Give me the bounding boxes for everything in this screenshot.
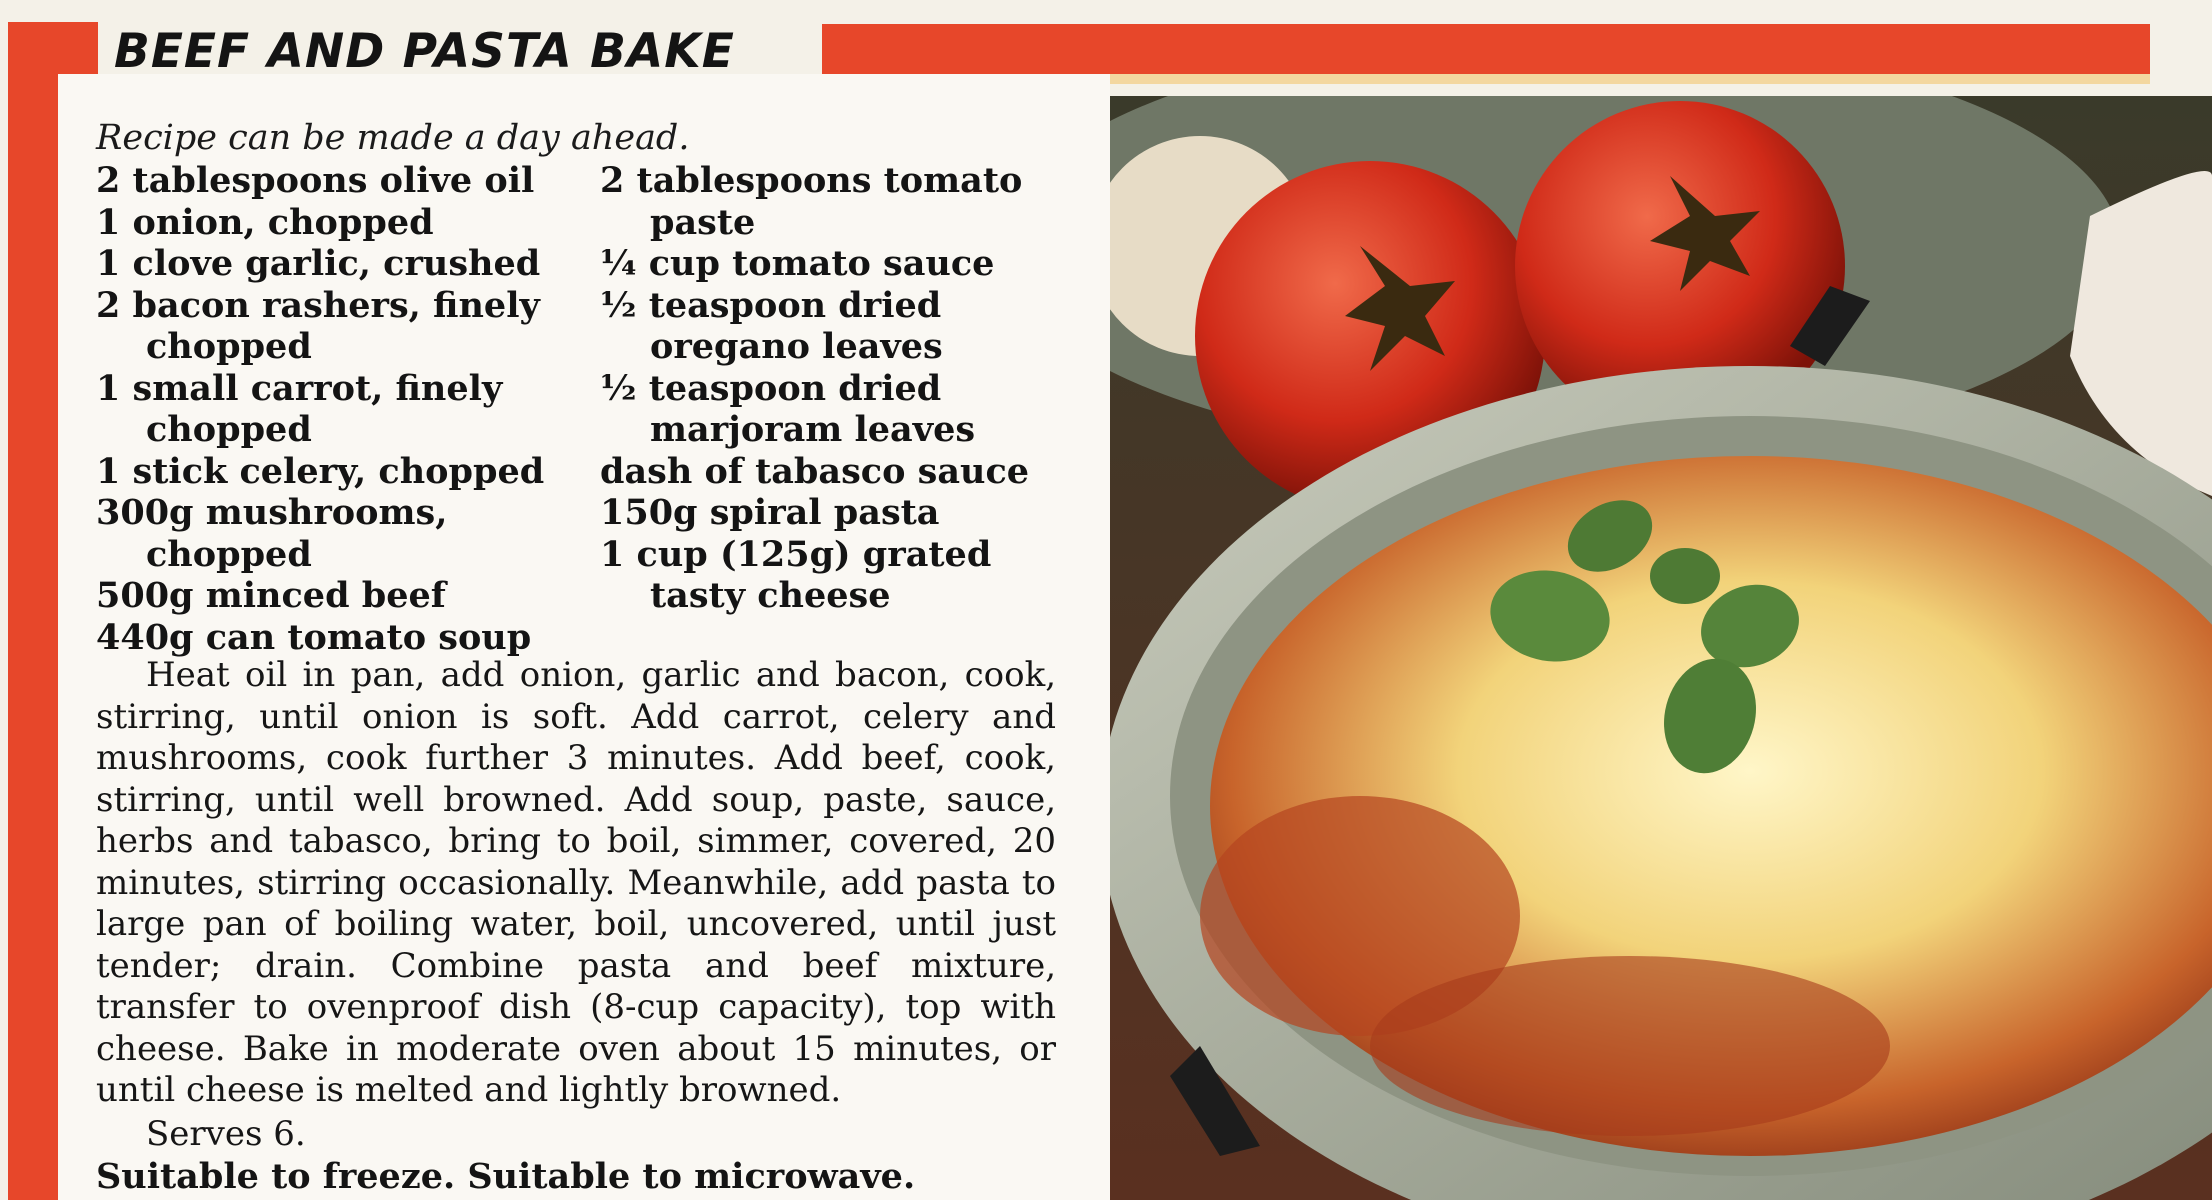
method-paragraph: Heat oil in pan, add onion, garlic and bacon, cook, stirring, until onion is soft. Add carrot, celery and mushrooms, cook further 3 minutes. Add beef, cook, stirring, until well browned. Add soup, paste, sauce, herbs and tabasco, bring to boil, simmer, covered, 20 minutes, stirring occasionally. Meanwhile, add pasta to large pan of boiling water, boil, uncovered, until just tender; drain. Combine pasta and beef mixture, transfer to ovenproof dish (8-cup capacity), top with cheese. Bake in moderate oven about 15 minutes, or until cheese is melted and lightly browned. (96, 655, 1056, 1110)
ingredients-left (96, 160, 596, 658)
ingredient-item-continued: chopped (146, 326, 312, 367)
ingredient-item-continued: paste (650, 201, 756, 243)
ingredient-item-continued: marjoram leaves (650, 409, 976, 450)
ingredient-item: ½ teaspoon dried (600, 284, 942, 326)
ingredient-item: 2 tablespoons olive oil (96, 160, 535, 201)
method-text (96, 655, 1056, 1112)
ingredient-item-continued: chopped (146, 409, 312, 450)
ingredient-item: 150g spiral pasta (600, 492, 940, 533)
ingredient-item: 1 small carrot, finely (96, 367, 503, 409)
ingredient-item: 500g minced beef (96, 575, 446, 616)
ingredients-right (600, 160, 1100, 617)
serves-text: Serves 6. (146, 1114, 306, 1154)
ingredient-item-continued: chopped (146, 533, 312, 575)
dish-photo (1110, 96, 2212, 1200)
ingredient-item: ¼ cup tomato sauce (600, 243, 995, 284)
ingredient-item: 300g mushrooms, (96, 492, 448, 533)
ingredient-item: 1 cup (125g) grated (600, 533, 992, 575)
accent-bar-left (8, 22, 58, 1200)
accent-bar-corner (8, 22, 98, 74)
footer-note: Suitable to freeze. Suitable to microwave. (96, 1156, 916, 1197)
ingredient-item: 440g can tomato soup (96, 616, 532, 658)
accent-bar-top (822, 24, 2150, 74)
ingredient-item-continued: tasty cheese (650, 575, 891, 616)
ingredient-item: 2 tablespoons tomato (600, 160, 1023, 201)
ingredient-item: 1 onion, chopped (96, 201, 434, 243)
recipe-note: Recipe can be made a day ahead. (96, 118, 690, 158)
ingredient-item: ½ teaspoon dried (600, 367, 942, 409)
ingredient-item: 1 stick celery, chopped (96, 450, 545, 492)
ingredient-item: 2 bacon rashers, finely (96, 284, 540, 326)
ingredient-item-continued: oregano leaves (650, 326, 943, 367)
ingredient-item: dash of tabasco sauce (600, 450, 1030, 492)
ingredient-item: 1 clove garlic, crushed (96, 243, 541, 284)
recipe-title: BEEF AND PASTA BAKE (114, 24, 735, 79)
